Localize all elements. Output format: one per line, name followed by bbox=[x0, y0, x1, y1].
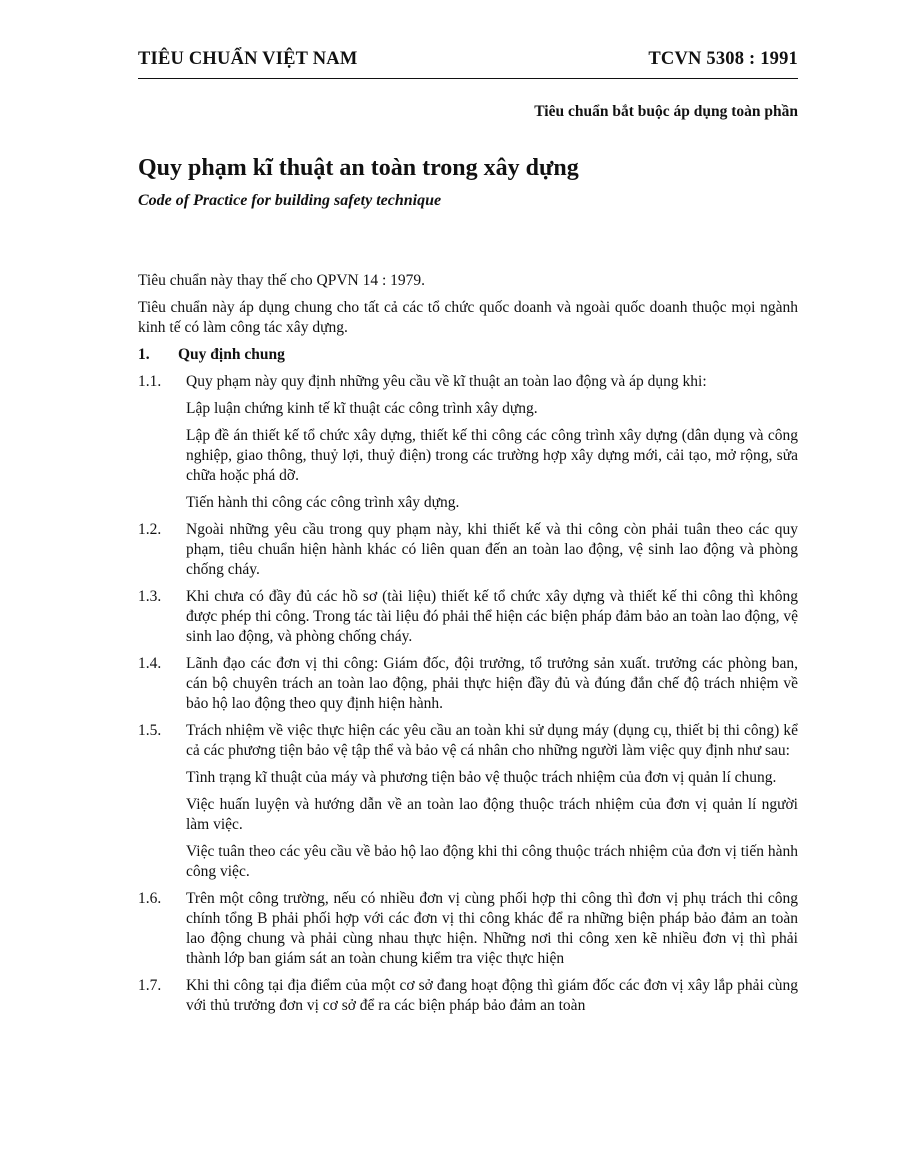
clause-number: 1.3. bbox=[138, 588, 162, 605]
clause bbox=[138, 520, 798, 580]
clause bbox=[138, 587, 798, 647]
document-body bbox=[138, 271, 798, 1023]
clause-text: Ngoài những yêu cầu trong quy phạm này, khi thiết kế và thi công còn phải tuân theo các quy phạm, tiêu chuẩn hiện hành khác có liên quan đến an toàn lao động, vệ sinh lao động và phòng chống cháy. bbox=[186, 521, 798, 578]
clause-text: Khi chưa có đầy đủ các hồ sơ (tài liệu) thiết kế tổ chức xây dựng và thiết kế thi công thì không được phép thi công. Trong tác tài liệu đó phải thể hiện các biện pháp đảm bảo an toàn lao động, vệ sinh lao động, và phòng chống cháy. bbox=[186, 588, 798, 645]
clause-number: 1.4. bbox=[138, 655, 162, 672]
clause-subitems bbox=[186, 768, 798, 882]
standard-series-label: TIÊU CHUẨN VIỆT NAM bbox=[138, 49, 358, 69]
clause-text: Trách nhiệm về việc thực hiện các yêu cầu an toàn khi sử dụng máy (dụng cụ, thiết bị thi công) kể cả các phương tiện bảo vệ tập thể và bảo vệ cá nhân cho những người làm việc quy định như sau: bbox=[186, 722, 798, 759]
clause-subitems bbox=[186, 399, 798, 513]
clause-subitem: Việc huấn luyện và hướng dẫn về an toàn lao động thuộc trách nhiệm của đơn vị quản lí người làm việc. bbox=[186, 796, 798, 833]
intro-paragraph: Tiêu chuẩn này áp dụng chung cho tất cả các tổ chức quốc doanh và ngoài quốc doanh thuộc mọi ngành kinh tế có làm công tác xây dựng. bbox=[138, 299, 798, 336]
clause bbox=[138, 721, 798, 761]
section-heading bbox=[138, 345, 798, 365]
section-title: Quy định chung bbox=[178, 346, 285, 363]
standard-number: TCVN 5308 : 1991 bbox=[648, 49, 798, 69]
clause-number: 1.2. bbox=[138, 521, 162, 538]
mandatory-note: Tiêu chuẩn bắt buộc áp dụng toàn phần bbox=[534, 103, 798, 120]
clause-subitem: Tình trạng kĩ thuật của máy và phương tiện bảo vệ thuộc trách nhiệm của đơn vị quản lí chung. bbox=[186, 769, 777, 786]
intro-paragraph: Tiêu chuẩn này thay thế cho QPVN 14 : 1979. bbox=[138, 272, 426, 289]
clause-subitem: Lập đề án thiết kế tổ chức xây dựng, thiết kế thi công các công trình xây dựng (dân dụng và công nghiệp, giao thông, thuỷ lợi, thuỷ điện) trong các trường hợp xây dựng mới, cải tạo, mở rộng, sửa chữa hoặc phá dỡ. bbox=[186, 427, 798, 484]
clause bbox=[138, 654, 798, 714]
document-title: Quy phạm kĩ thuật an toàn trong xây dựng bbox=[138, 155, 579, 181]
clause bbox=[138, 372, 798, 392]
clause-text: Quy phạm này quy định những yêu cầu về kĩ thuật an toàn lao động và áp dụng khi: bbox=[186, 373, 707, 390]
clause-subitem: Việc tuân theo các yêu cầu về bảo hộ lao động khi thi công thuộc trách nhiệm của đơn vị tiến hành công việc. bbox=[186, 843, 798, 880]
clause-number: 1.1. bbox=[138, 373, 162, 390]
document-header bbox=[138, 44, 798, 79]
document-subtitle: Code of Practice for building safety technique bbox=[138, 192, 442, 209]
clause-number: 1.6. bbox=[138, 890, 162, 907]
clause-subitem: Tiến hành thi công các công trình xây dựng. bbox=[186, 494, 460, 511]
clause-number: 1.5. bbox=[138, 722, 162, 739]
clause bbox=[138, 889, 798, 969]
clause-subitem: Lập luận chứng kinh tế kĩ thuật các công trình xây dựng. bbox=[186, 400, 538, 417]
clause-text: Khi thi công tại địa điểm của một cơ sở đang hoạt động thì giám đốc các đơn vị xây lắp phải cùng với thủ trưởng đơn vị cơ sở để ra các biện pháp bảo đảm an toàn bbox=[186, 977, 798, 1014]
clause-text: Trên một công trường, nếu có nhiều đơn vị cùng phối hợp thi công thì đơn vị phụ trách thi công chính tổng B phải phối hợp với các đơn vị thi công khác để ra những biện pháp bảo đảm an toàn lao động chung và phải cùng nhau thực hiện. Những nơi thi công xen kẽ nhiều đơn vị thì phải thành lớp ban giám sát an toàn chung kiểm tra việc thực hiện bbox=[186, 890, 798, 967]
section-number: 1. bbox=[138, 346, 150, 363]
clause bbox=[138, 976, 798, 1016]
clause-number: 1.7. bbox=[138, 977, 162, 994]
clause-text: Lãnh đạo các đơn vị thi công: Giám đốc, đội trưởng, tổ trưởng sản xuất. trưởng các phòng ban, cán bộ chuyên trách an toàn lao động, phải thực hiện đầy đủ và đúng đắn chế độ trách nhiệm về bảo hộ lao động theo quy định hiện hành. bbox=[186, 655, 798, 712]
